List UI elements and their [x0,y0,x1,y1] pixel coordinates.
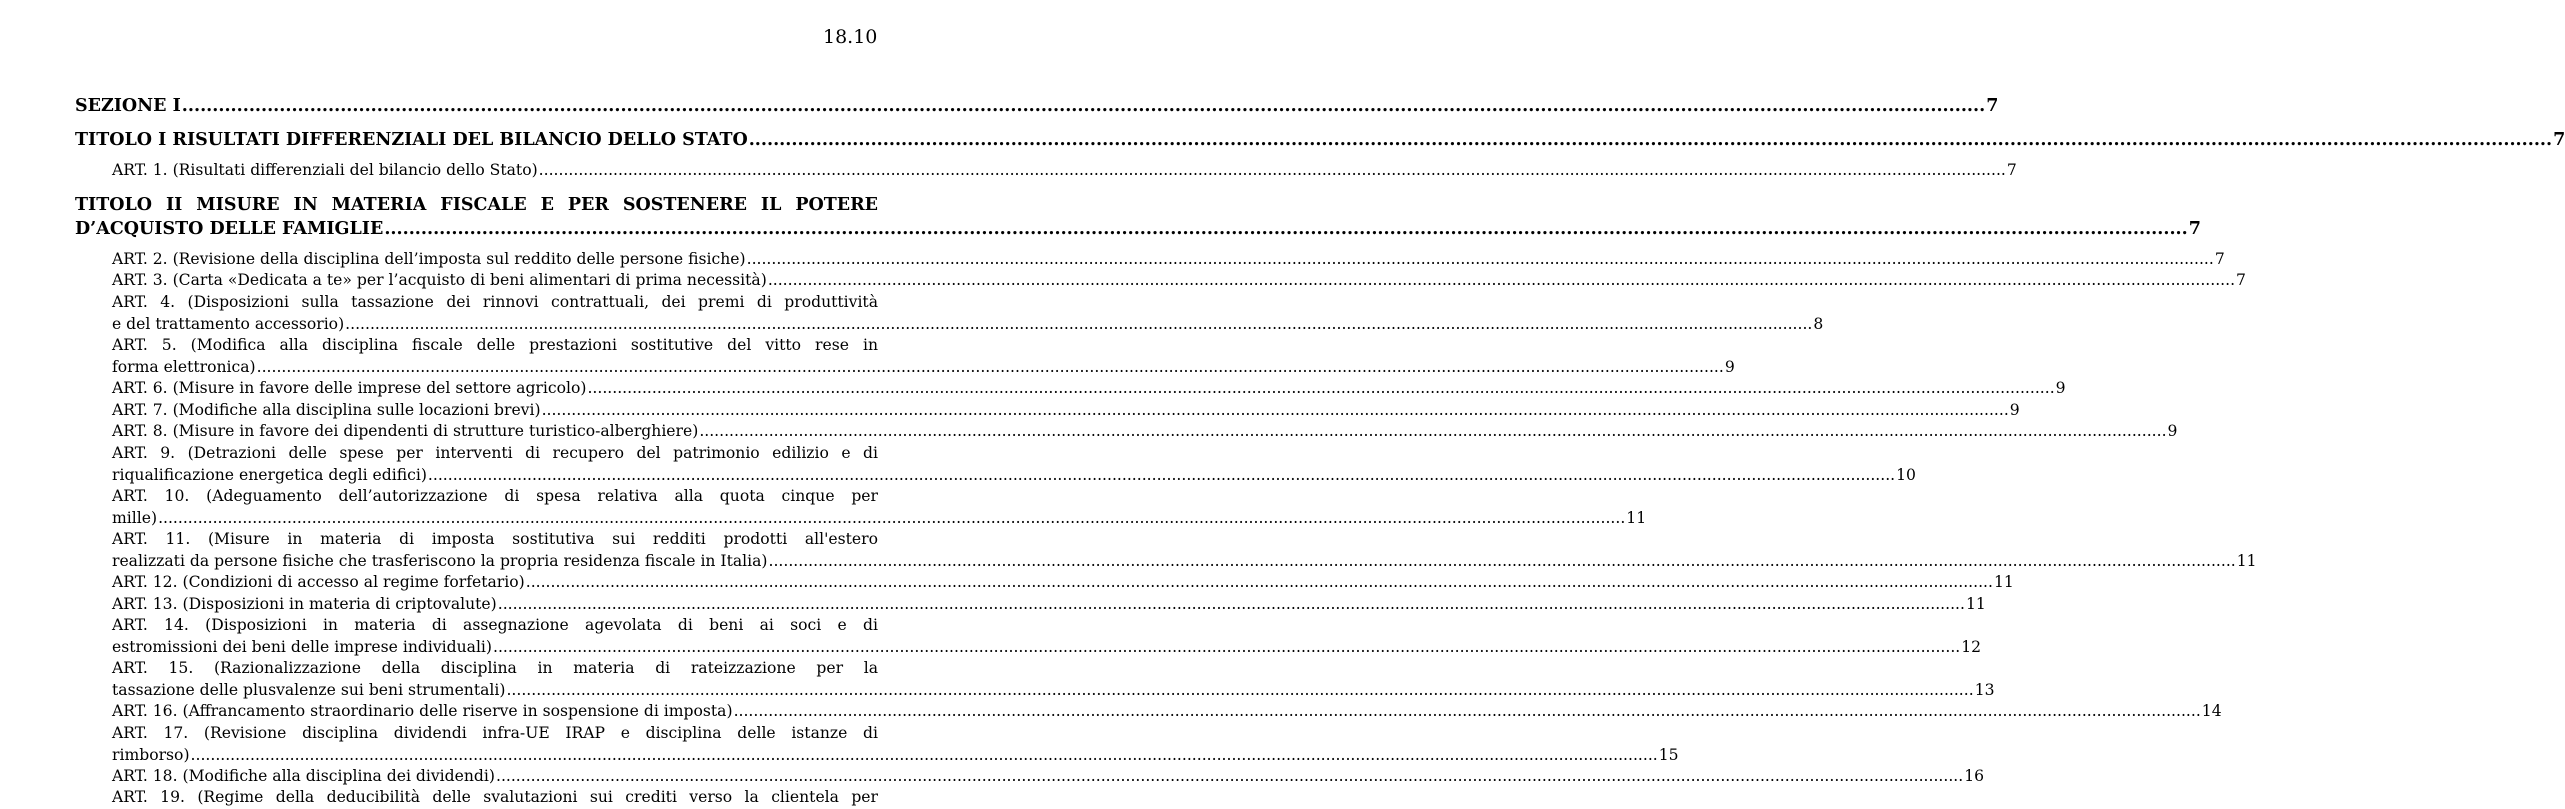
toc-entry-label: TITOLO I RISULTATI DIFFERENZIALI DEL BILANCIO DELLO STATO [75,130,748,150]
dot-leader [493,637,1960,659]
toc-entry-art-10[interactable] [112,486,1647,529]
toc-entry-label-cont: e del trattamento accessorio) [112,314,345,333]
toc-entry-art-18[interactable] [112,766,1985,788]
dot-leader [506,680,1973,702]
dot-leader [734,701,2201,723]
toc-entry-label: ART. 6. (Misure in favore delle imprese del settore agricolo) [112,379,587,397]
dot-leader [769,551,2236,573]
toc-page-number: 9 [2167,422,2178,440]
dot-leader [768,270,2235,292]
toc-entry-label-cont: realizzati da persone fisiche che trasferiscono la propria residenza fiscale in Italia) [112,551,768,570]
dot-leader [191,745,1658,767]
toc-page-number: 10 [1896,465,1916,484]
toc-entry-art-1[interactable] [112,160,2017,182]
toc-entry-label-cont: D’ACQUISTO DELLE FAMIGLIE [75,219,384,239]
toc-entry-label: TITOLO II MISURE IN MATERIA FISCALE E PER SOSTENERE IL POTERE [75,195,878,215]
dot-leader [384,217,2187,241]
toc-page-number: 11 [1965,595,1986,613]
toc-entry-label: ART. 5. (Modifica alla disciplina fiscale delle prestazioni sostitutive del vitto rese in [112,336,878,354]
toc-entry-art-14[interactable] [112,615,1982,658]
toc-entry-label: ART. 2. (Revisione della disciplina dell’imposta sul reddito delle persone fisiche) [112,250,746,268]
toc-page-number: 7 [2006,161,2017,179]
toc-entry-label-cont: mille) [112,508,158,527]
toc-entry-art-15[interactable] [112,658,1995,701]
dot-leader [428,465,1895,487]
toc-entry-art-17[interactable] [112,723,1679,766]
toc-entry-art-3[interactable] [112,270,2246,292]
toc-entry-label-cont: forma elettronica) [112,357,256,376]
toc-entry-art-13[interactable] [112,594,1986,616]
toc-page-number: 9 [2055,379,2066,397]
dot-leader [542,400,2009,422]
toc-entry-art-2[interactable] [112,249,2225,271]
toc-entry-art-16[interactable] [112,701,2222,723]
toc-entry-art-6[interactable] [112,378,2066,400]
toc-entry-label: SEZIONE I [75,96,181,116]
toc-entry-art-5[interactable] [112,335,1735,378]
toc-page-number: 12 [1961,637,1982,656]
toc-page-number: 15 [1658,745,1679,764]
toc-page-number: 9 [2009,401,2020,419]
dot-leader [587,378,2054,400]
toc-page-number: 7 [2236,271,2246,289]
dot-leader [749,128,2552,152]
dot-leader [539,160,2006,182]
toc-entry-label-cont: tassazione delle plusvalenze sui beni strumentali) [112,680,506,699]
dot-leader [496,766,1963,788]
toc-page-number: 11 [1993,573,2014,591]
toc-entry-label: ART. 16. (Affrancamento straordinario delle riserve in sospensione di imposta) [112,702,733,720]
toc-page-number: 16 [1964,767,1985,785]
dot-leader [158,508,1625,530]
page-number: 18.10 [823,26,878,48]
dot-leader [498,594,1965,616]
toc-page-number: 8 [1813,314,1824,333]
toc-page-number: 11 [2236,551,2257,570]
toc-entry-label: ART. 12. (Condizioni di accesso al regime forfetario) [112,573,525,591]
toc-page-number: 7 [1986,96,1999,116]
toc-entry-label: ART. 4. (Disposizioni sulla tassazione dei rinnovi contrattuali, dei premi di produttività [112,293,878,311]
toc-page-number: 9 [1724,357,1735,376]
toc-entry-sezione-1[interactable] [75,94,1999,118]
toc-entry-label: ART. 9. (Detrazioni delle spese per interventi di recupero del patrimonio edilizio e di [112,444,878,462]
toc-entry-label: ART. 3. (Carta «Dedicata a te» per l’acquisto di beni alimentari di prima necessità) [112,271,767,289]
toc-entry-label: ART. 11. (Misure in materia di imposta sostitutiva sui redditi prodotti all'estero [112,530,878,548]
toc-page-number: 7 [2553,130,2565,150]
toc-page-number: 13 [1974,680,1995,699]
toc-page-number: 11 [1626,508,1647,527]
toc-entry-label: ART. 18. (Modifiche alla disciplina dei dividendi) [112,767,495,785]
toc-entry-art-7[interactable] [112,400,2020,422]
toc-entry-label: ART. 7. (Modifiche alla disciplina sulle locazioni brevi) [112,401,541,419]
toc-entry-label-cont: riqualificazione energetica degli edifici) [112,465,427,484]
toc-entry-label: ART. 15. (Razionalizzazione della disciplina in materia di rateizzazione per la [112,659,878,677]
toc-entry-label: ART. 13. (Disposizioni in materia di criptovalute) [112,595,497,613]
dot-leader [747,249,2214,271]
dot-leader [526,572,1993,594]
toc-entry-titolo-1[interactable] [75,128,2565,152]
toc-entry-label: ART. 19. (Regime della deducibilità delle svalutazioni sui crediti verso la clientela per [112,788,878,806]
toc-entry-art-11[interactable] [112,529,2257,572]
toc-page-number: 14 [2201,702,2222,720]
toc-entry-label: ART. 14. (Disposizioni in materia di assegnazione agevolata di beni ai soci e di [112,616,878,634]
toc-entry-titolo-2[interactable] [75,193,2201,241]
toc-entry-label-cont: estromissioni dei beni delle imprese individuali) [112,637,493,656]
toc-entry-art-4[interactable] [112,292,1824,335]
toc-entry-label-cont: rimborso) [112,745,190,764]
toc-entry-art-12[interactable] [112,572,2014,594]
dot-leader [345,314,1812,336]
toc-entry-art-9[interactable] [112,443,1916,486]
toc-page-number: 7 [2214,250,2225,268]
dot-leader [699,421,2166,443]
dot-leader [257,357,1724,379]
dot-leader [182,94,1985,118]
toc-entry-label: ART. 17. (Revisione disciplina dividendi infra-UE IRAP e disciplina delle istanze di [112,724,878,742]
toc-entry-art-8[interactable] [112,421,2178,443]
toc-page-number: 7 [2188,219,2201,239]
toc-entry-art-19[interactable] [112,787,878,809]
toc-entry-label: ART. 1. (Risultati differenziali del bilancio dello Stato) [112,161,538,179]
toc-entry-label: ART. 10. (Adeguamento dell’autorizzazione di spesa relativa alla quota cinque per [112,487,878,505]
toc-entry-label: ART. 8. (Misure in favore dei dipendenti di strutture turistico-alberghiere) [112,422,699,440]
